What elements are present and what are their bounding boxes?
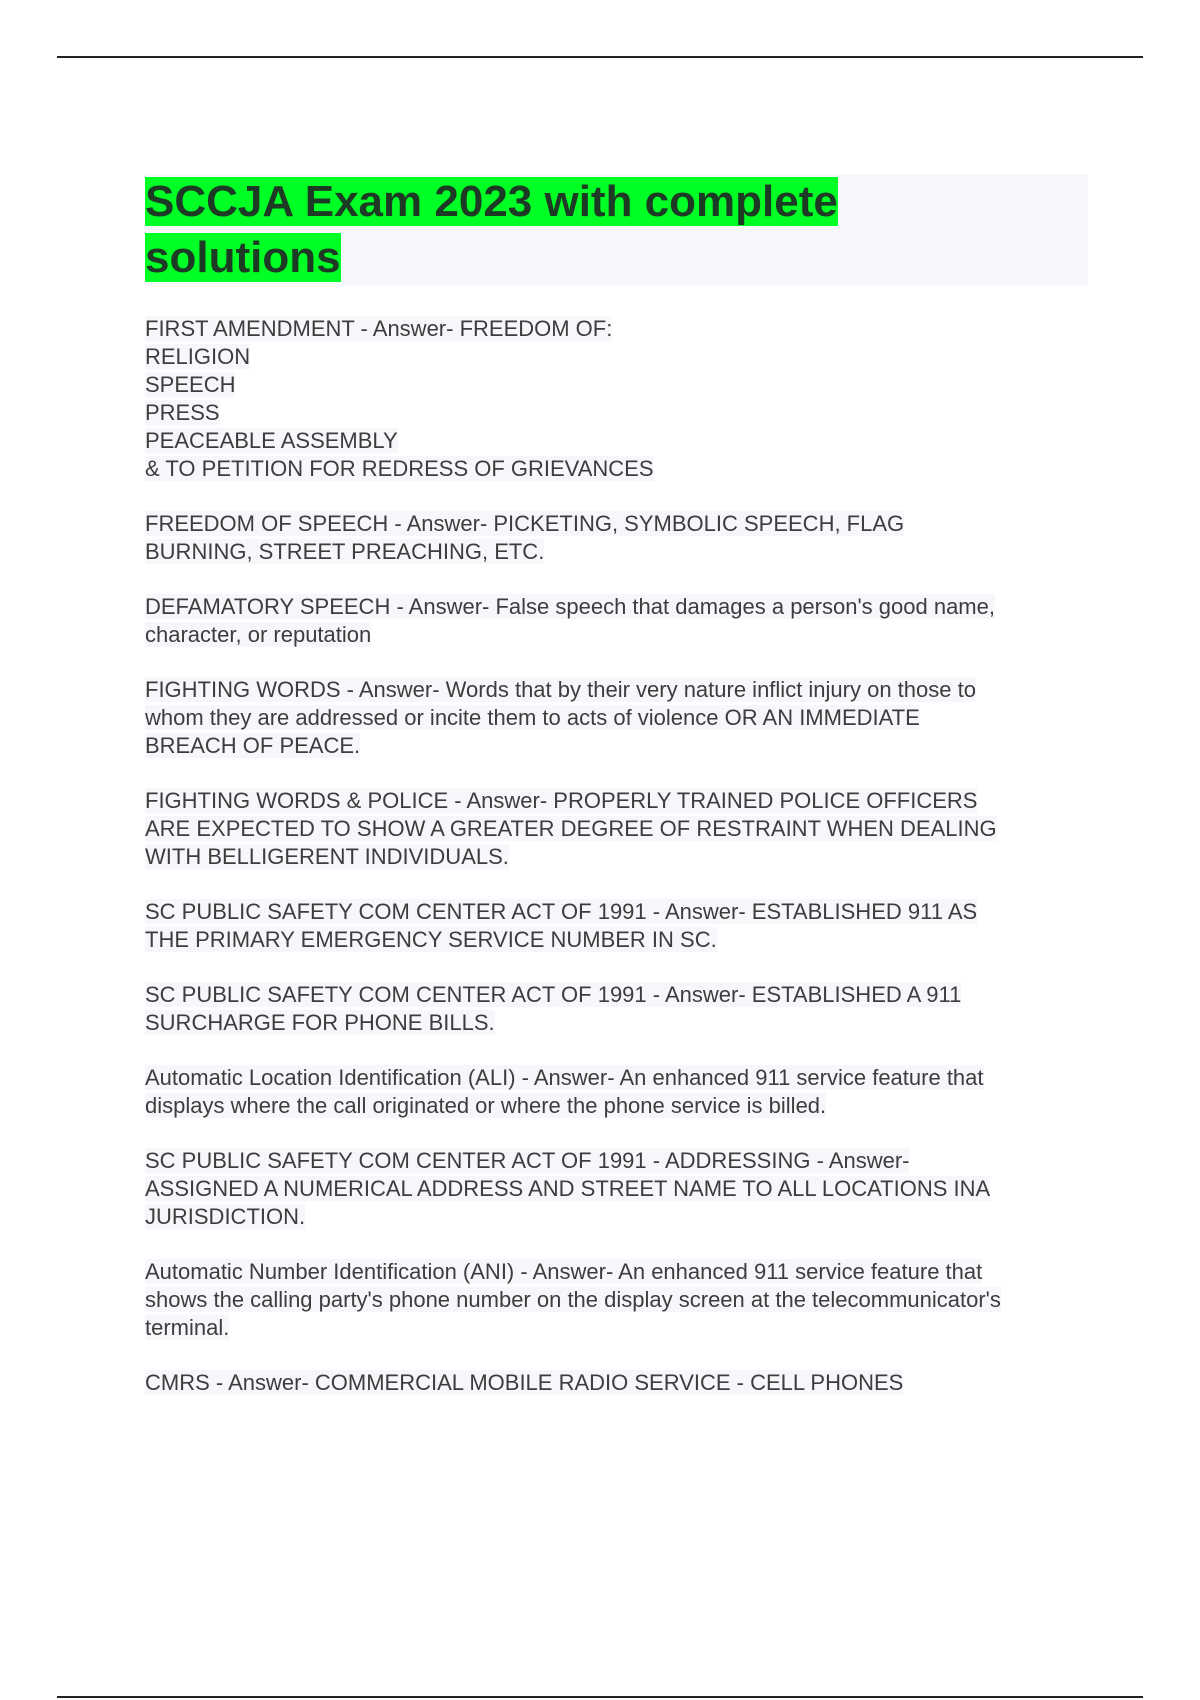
qa-text: FREEDOM OF SPEECH - Answer- PICKETING, SYMBOLIC SPEECH, FLAG BURNING, STREET PREACHING, ETC. [145,511,905,564]
qa-text: DEFAMATORY SPEECH - Answer- False speech that damages a person's good name, character, or reputation [145,594,995,647]
title-highlight: SCCJA Exam 2023 with complete solutions [145,177,838,282]
qa-entry [145,593,1088,649]
qa-text: FIRST AMENDMENT - Answer- FREEDOM OF: RELIGION SPEECH PRESS PEACEABLE ASSEMBLY & TO PETITION FOR REDRESS OF GRIEVANCES [145,316,654,481]
qa-entry [145,1147,1088,1231]
qa-entry [145,898,1088,954]
qa-list [145,315,1088,1397]
qa-text: CMRS - Answer- COMMERCIAL MOBILE RADIO SERVICE - CELL PHONES [145,1370,904,1395]
qa-entry [145,676,1088,760]
qa-entry [145,981,1088,1037]
qa-entry [145,1369,1088,1397]
qa-text: Automatic Number Identification (ANI) - Answer- An enhanced 911 service feature that shows the calling party's phone number on the display screen at the telecommunicator's terminal. [145,1259,1001,1340]
qa-entry [145,1064,1088,1120]
qa-text: FIGHTING WORDS - Answer- Words that by their very nature inflict injury on those to whom they are addressed or incite them to acts of violence OR AN IMMEDIATE BREACH OF PEACE. [145,677,976,758]
qa-text: SC PUBLIC SAFETY COM CENTER ACT OF 1991 - ADDRESSING - Answer- ASSIGNED A NUMERICAL ADDRESS AND STREET NAME TO ALL LOCATIONS INA JURISDICTION. [145,1148,991,1229]
qa-text: SC PUBLIC SAFETY COM CENTER ACT OF 1991 - Answer- ESTABLISHED 911 AS THE PRIMARY EMERGENCY SERVICE NUMBER IN SC. [145,899,978,952]
qa-entry [145,787,1088,871]
title-block [145,174,1088,285]
top-rule [57,56,1143,58]
qa-text: SC PUBLIC SAFETY COM CENTER ACT OF 1991 - Answer- ESTABLISHED A 911 SURCHARGE FOR PHONE BILLS. [145,982,962,1035]
bottom-rule [57,1696,1143,1698]
qa-text: FIGHTING WORDS & POLICE - Answer- PROPERLY TRAINED POLICE OFFICERS ARE EXPECTED TO SHOW A GREATER DEGREE OF RESTRAINT WHEN DEALING WITH BELLIGERENT INDIVIDUALS. [145,788,997,869]
qa-text: Automatic Location Identification (ALI) - Answer- An enhanced 911 service feature that displays where the call originated or where the phone service is billed. [145,1065,984,1118]
document-body [145,174,1088,1424]
qa-entry [145,315,1088,483]
qa-entry [145,510,1088,566]
page-title [145,174,925,286]
qa-entry [145,1258,1088,1342]
